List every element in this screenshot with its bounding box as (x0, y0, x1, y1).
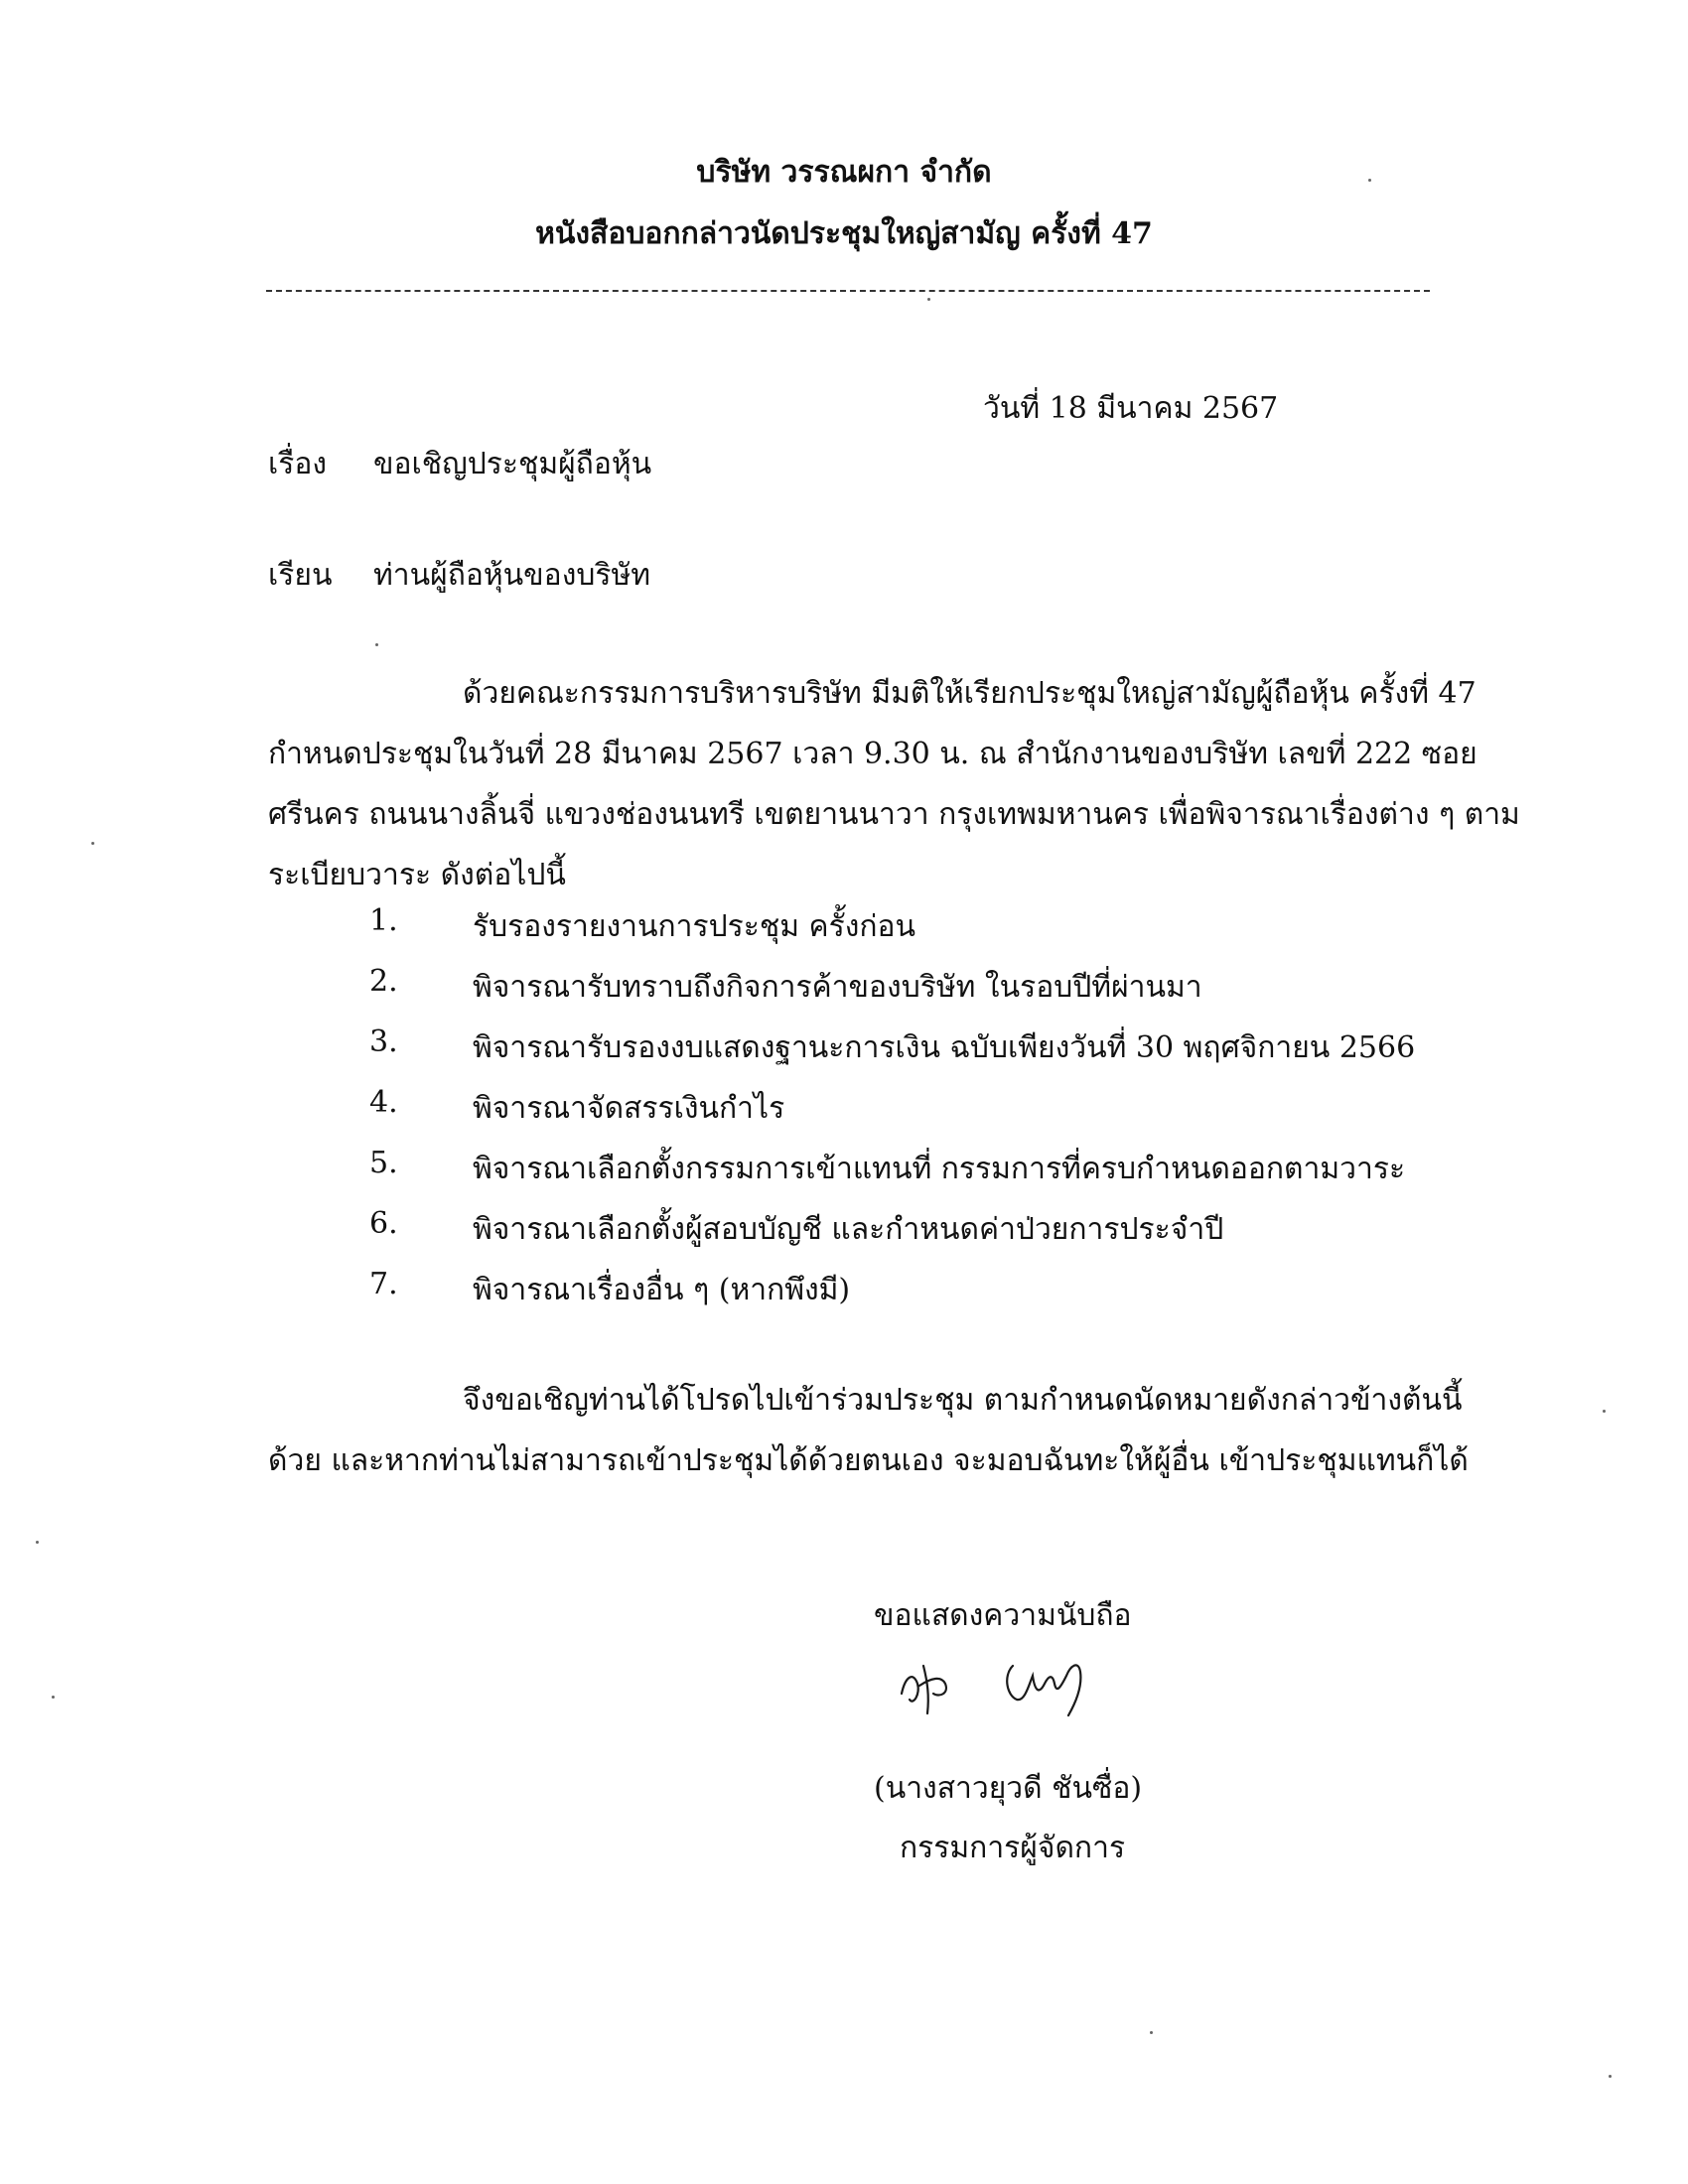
scan-speck (36, 1541, 39, 1544)
scan-speck (1603, 1410, 1606, 1413)
scan-speck (1609, 2075, 1612, 2078)
agenda-item-text: พิจารณารับรองงบแสดงฐานะการเงิน ฉบับเพียงวันที่ 30 พฤศจิกายน 2566 (473, 1030, 1416, 1065)
closing-line: ด้วย และหากท่านไม่สามารถเข้าประชุมได้ด้วยตนเอง จะมอบฉันทะให้ผู้อื่น เข้าประชุมแทนก็ได้ (268, 1443, 1469, 1478)
scan-speck (52, 1696, 55, 1699)
agenda-item-text: พิจารณาเลือกตั้งผู้สอบบัญชี และกำหนดค่าป่วยการประจำปี (473, 1212, 1224, 1247)
agenda-item-number: 7. (369, 1267, 398, 1301)
agenda-item-text: รับรองรายงานการประชุม ครั้งก่อน (473, 909, 916, 944)
subject-text: ขอเชิญประชุมผู้ถือหุ้น (373, 447, 652, 481)
header-divider (266, 290, 1430, 292)
agenda-item-text: พิจารณารับทราบถึงกิจการค้าของบริษัท ในรอบปีที่ผ่านมา (473, 970, 1202, 1005)
intro-line: ด้วยคณะกรรมการบริหารบริษัท มีมติให้เรียกประชุมใหญ่สามัญผู้ถือหุ้น ครั้งที่ 47 (463, 676, 1477, 711)
handwritten-signature (884, 1636, 1112, 1725)
notice-title: หนังสือบอกกล่าวนัดประชุมใหญ่สามัญ ครั้งที่ 47 (535, 216, 1153, 251)
agenda-item-number: 4. (369, 1085, 398, 1120)
intro-line: กำหนดประชุมในวันที่ 28 มีนาคม 2567 เวลา 9.30 น. ณ สำนักงานของบริษัท เลขที่ 222 ซอย (268, 737, 1477, 771)
recipient-text: ท่านผู้ถือหุ้นของบริษัท (373, 558, 651, 593)
date-line: วันที่ 18 มีนาคม 2567 (983, 391, 1279, 426)
recipient-label: เรียน (268, 558, 333, 593)
intro-line: ศรีนคร ถนนนางลิ้นจี่ แขวงช่องนนทรี เขตยานนาวา กรุงเทพมหานคร เพื่อพิจารณาเรื่องต่าง ๆ ตาม (268, 797, 1520, 832)
agenda-item-number: 2. (369, 964, 398, 999)
agenda-item-text: พิจารณาเรื่องอื่น ๆ (หากพึงมี) (473, 1273, 851, 1307)
scan-speck (1368, 179, 1371, 182)
scan-speck (91, 842, 94, 845)
closing-paragraph (268, 1370, 1469, 1491)
agenda-item-text: พิจารณาเลือกตั้งกรรมการเข้าแทนที่ กรรมการที่ครบกำหนดออกตามวาระ (473, 1152, 1406, 1186)
scan-speck (927, 298, 930, 301)
agenda-item-number: 6. (369, 1206, 398, 1241)
company-name: บริษัท วรรณผกา จำกัด (696, 155, 992, 190)
agenda-item-number: 1. (369, 903, 398, 938)
signatory-name: (นางสาวยุวดี ชันซื่อ) (874, 1771, 1143, 1806)
subject-label: เรื่อง (268, 447, 328, 481)
closing-salutation: ขอแสดงความนับถือ (874, 1598, 1132, 1633)
scan-speck (1150, 2031, 1153, 2034)
agenda-item-number: 5. (369, 1146, 398, 1180)
scan-speck (375, 643, 378, 646)
agenda-item-text: พิจารณาจัดสรรเงินกำไร (473, 1091, 785, 1126)
intro-line: ระเบียบวาระ ดังต่อไปนี้ (268, 858, 566, 892)
signatory-position: กรรมการผู้จัดการ (900, 1831, 1126, 1865)
intro-paragraph (268, 663, 1520, 905)
agenda-item-number: 3. (369, 1024, 398, 1059)
closing-line: จึงขอเชิญท่านได้โปรดไปเข้าร่วมประชุม ตามกำหนดนัดหมายดังกล่าวข้างต้นนี้ (463, 1383, 1463, 1418)
